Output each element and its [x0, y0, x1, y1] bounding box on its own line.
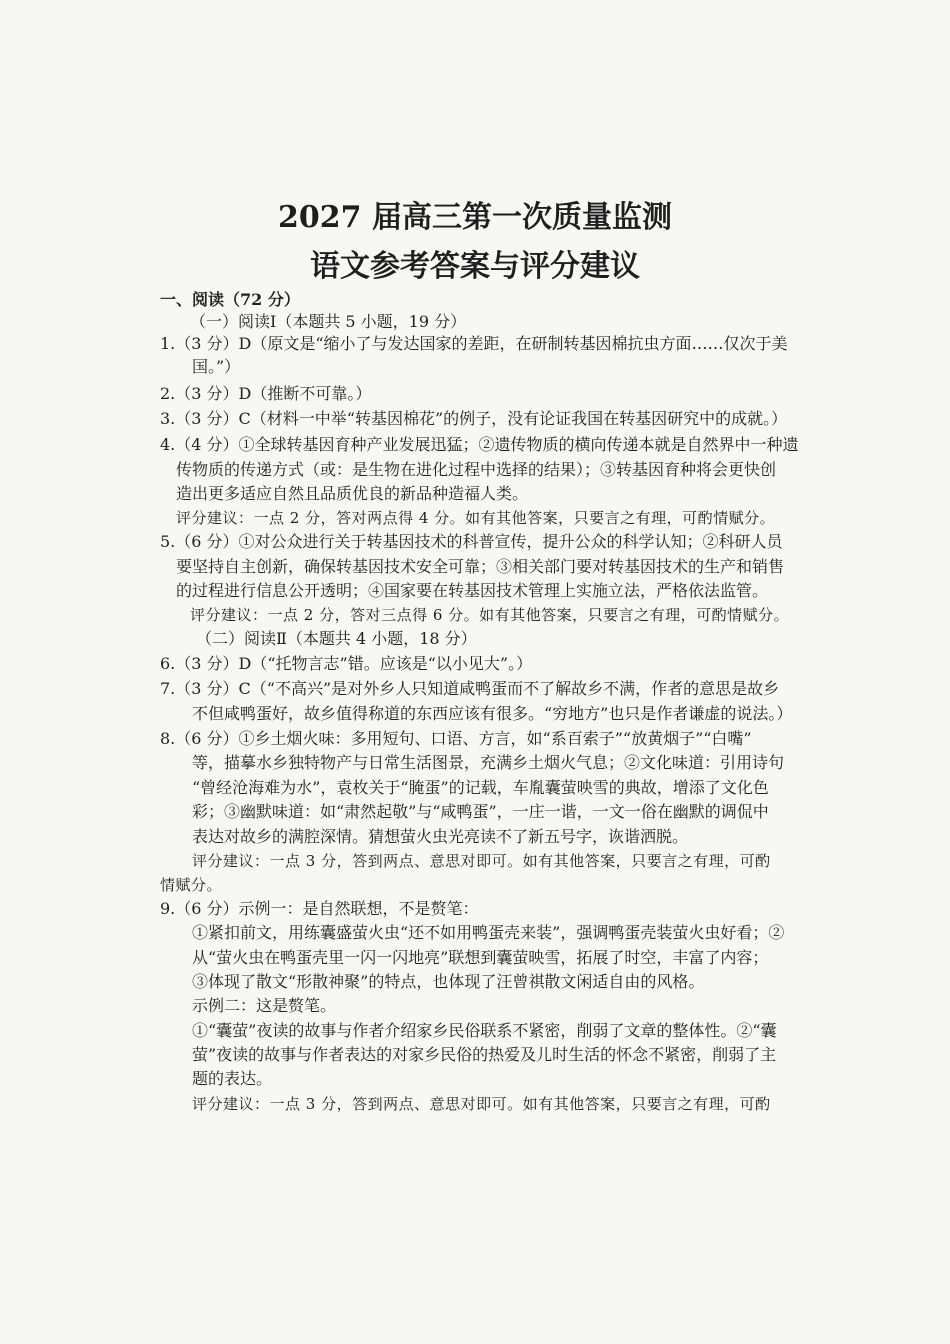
doc-title-line2: 语文参考答案与评分建议 [310, 249, 640, 284]
q7-line-2: 不但咸鸭蛋好，故乡值得称道的东西应该有很多。“穷地方”也只是作者谦虚的说法。） [192, 704, 793, 723]
q1-line-1: 1.（3 分）D（原文是“缩小了与发达国家的差距，在研制转基因棉抗虫方面……仅次于美 [160, 334, 788, 353]
section-heading: 一、阅读（72 分） [160, 290, 300, 309]
q5-scoring-note: 评分建议：一点 2 分，答对三点得 6 分。如有其他答案，只要言之有理，可酌情赋分。 [190, 606, 790, 624]
q4-scoring-note: 评分建议：一点 2 分，答对两点得 4 分。如有其他答案，只要言之有理，可酌情赋分。 [176, 509, 776, 527]
q3-line-1: 3.（3 分）C（材料一中举“转基因棉花”的例子，没有论证我国在转基因研究中的成就。） [160, 409, 788, 428]
subsection-heading-1: （一）阅读Ⅰ（本题共 5 小题，19 分） [190, 312, 467, 331]
q5-line-2: 要坚持自主创新，确保转基因技术安全可靠；③相关部门要对转基因技术的生产和销售 [176, 557, 785, 576]
q9-line-1: 9.（6 分）示例一：是自然联想，不是赘笔： [160, 899, 479, 918]
q4-line-2: 传物质的传递方式（或：是生物在进化过程中选择的结果）；③转基因育种将会更快创 [176, 460, 777, 479]
q1-line-2: 国。”） [192, 357, 241, 376]
q9-line-6: ①“囊萤”夜读的故事与作者介绍家乡民俗联系不紧密，削弱了文章的整体性。②“囊 [192, 1021, 777, 1040]
q8-line-2: 等，描摹水乡独特物产与日常生活图景，充满乡土烟火气息；②文化味道：引用诗句 [192, 753, 785, 772]
q4-line-3: 造出更多适应自然且品质优良的新品种造福人类。 [176, 484, 529, 503]
q6-line-1: 6.（3 分）D（“托物言志”错。应该是“以小见大”。） [160, 654, 533, 673]
q8-line-5: 表达对故乡的满腔深情。猜想萤火虫光亮读不了新五号字，诙谐洒脱。 [192, 827, 689, 846]
q9-scoring-note-1: 评分建议：一点 3 分，答到两点、意思对即可。如有其他答案，只要言之有理，可酌 [192, 1095, 771, 1113]
q9-line-2: ①紧扣前文，用练囊盛萤火虫“还不如用鸭蛋壳来装”，强调鸭蛋壳装萤火虫好看；② [192, 923, 785, 942]
q8-scoring-note-1: 评分建议：一点 3 分，答到两点、意思对即可。如有其他答案，只要言之有理，可酌 [192, 852, 771, 870]
q8-line-1: 8.（6 分）①乡土烟火味：多用短句、口语、方言，如“系百索子”“放黄烟子”“白嘴” [160, 729, 752, 748]
q9-line-5: 示例二：这是赘笔。 [192, 996, 337, 1015]
q7-line-1: 7.（3 分）C（“不高兴”是对外乡人只知道咸鸭蛋而不了解故乡不满，作者的意思是故乡 [160, 679, 780, 698]
q9-line-8: 题的表达。 [192, 1069, 273, 1088]
q5-line-1: 5.（6 分）①对公众进行关于转基因技术的科普宣传，提升公众的科学认知；②科研人员 [160, 532, 783, 551]
q8-line-4: 彩；③幽默味道：如“肃然起敬”与“咸鸭蛋”，一庄一谐，一文一俗在幽默的调侃中 [192, 802, 769, 821]
q8-line-3: “曾经沧海难为水”，袁枚关于“腌蛋”的记载，车胤囊萤映雪的典故，增添了文化色 [192, 778, 769, 797]
q2-line-1: 2.（3 分）D（推断不可靠。） [160, 384, 372, 403]
q9-line-7: 萤”夜读的故事与作者表达的对家乡民俗的热爱及儿时生活的怀念不紧密，削弱了主 [192, 1045, 777, 1064]
q5-line-3: 的过程进行信息公开透明；④国家要在转基因技术管理上实施立法，严格依法监管。 [176, 581, 769, 600]
q9-line-4: ③体现了散文“形散神聚”的特点，也体现了汪曾祺散文闲适自由的风格。 [192, 972, 705, 991]
q9-line-3: 从“萤火虫在鸭蛋壳里一闪一闪地亮”联想到囊萤映雪，拓展了时空，丰富了内容； [192, 948, 769, 967]
doc-title-line1: 2027 届高三第一次质量监测 [278, 200, 672, 235]
q4-line-1: 4.（4 分）①全球转基因育种产业发展迅猛；②遗传物质的横向传递本就是自然界中一种遗 [160, 435, 799, 454]
subsection-heading-2: （二）阅读Ⅱ（本题共 4 小题，18 分） [196, 629, 477, 648]
q8-scoring-note-2: 情赋分。 [160, 876, 223, 894]
